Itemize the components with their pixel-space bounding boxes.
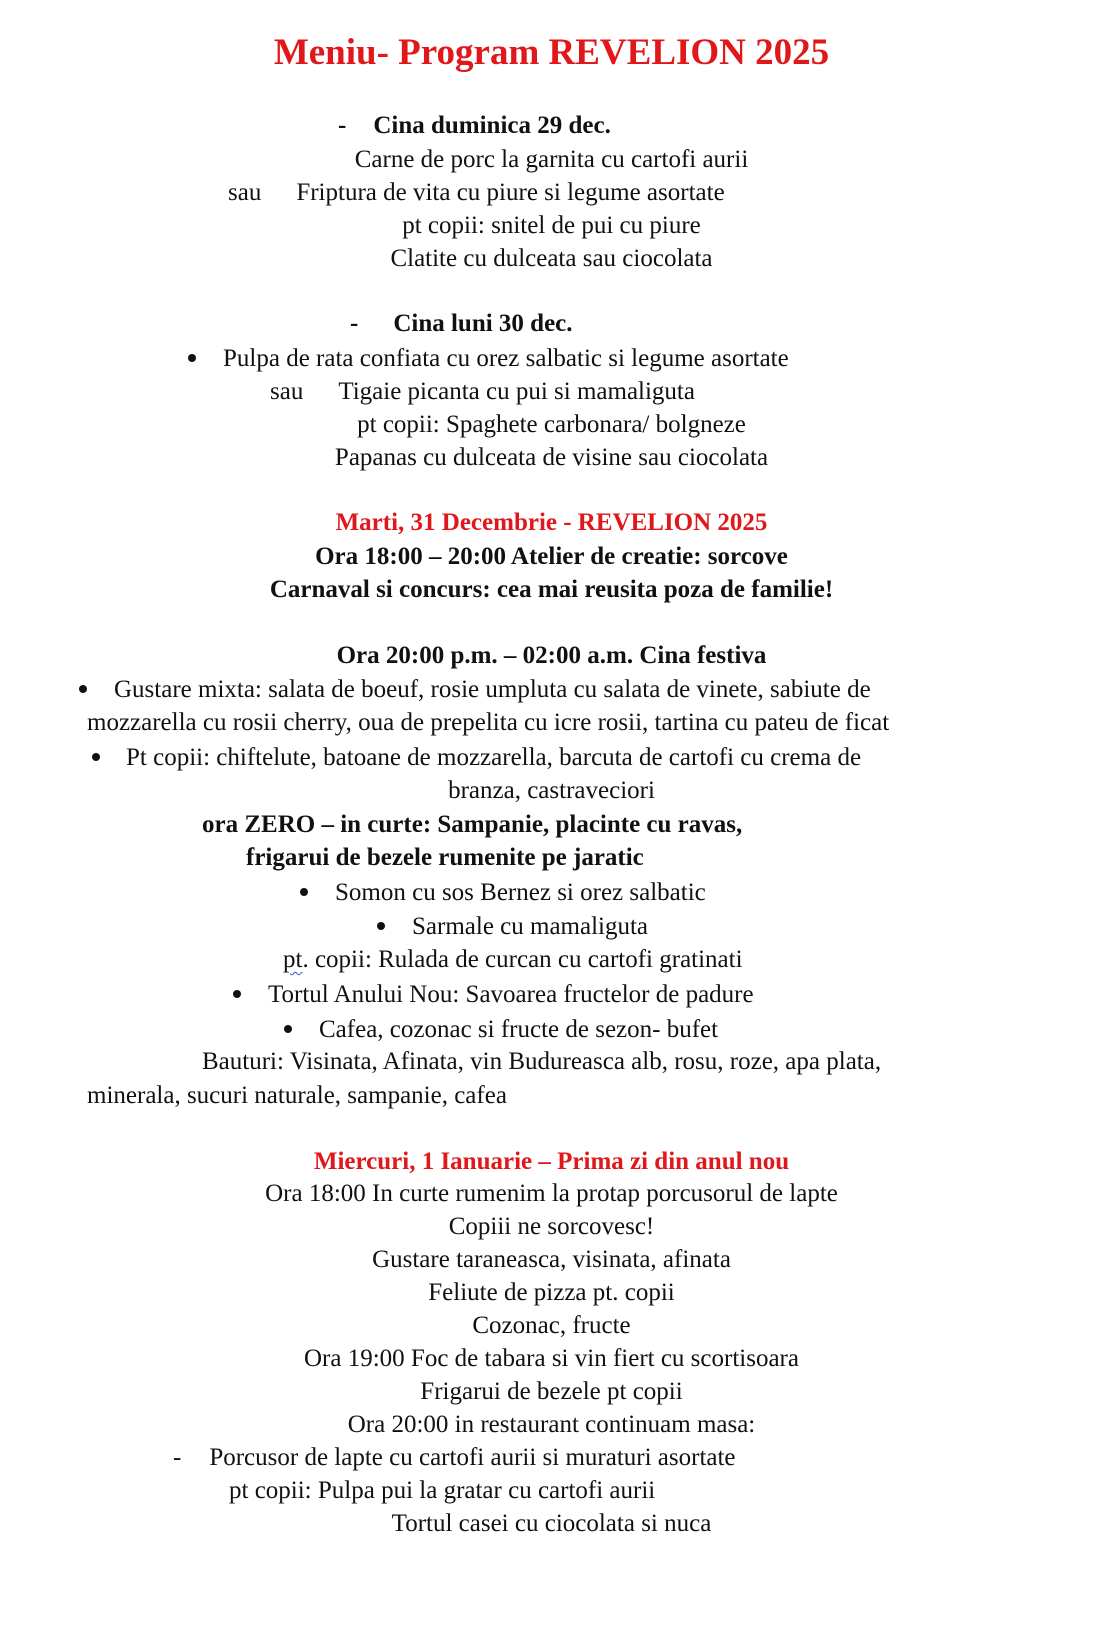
day3-dinner-heading: Ora 20:00 p.m. – 02:00 a.m. Cina festiva [336,642,767,669]
day4-line-5: Cozonac, fructe [472,1312,631,1339]
day3-main-2-row [377,910,648,945]
day2-line-3: pt copii: Spaghete carbonara/ bolgneze [357,411,746,438]
day3-kids-main-rest: . copii: Rulada de curcan cu cartofi gratinati [302,946,743,973]
bullet-icon [92,753,100,761]
day3-kids-line1: Pt copii: chiftelute, batoane de mozzarella, barcuta de cartofi cu crema de [126,744,862,771]
day2-line-1-row [188,342,789,377]
day4-line-4: Feliute de pizza pt. copii [428,1279,675,1306]
page-title: Meniu- Program REVELION 2025 [273,32,830,73]
bullet-icon [377,922,385,930]
day1-alt-word: sau [228,179,262,206]
day4-kids: pt copii: Pulpa pui la gratar cu cartofi aurii [229,1477,656,1504]
day1-line-1: Carne de porc la garnita cu cartofi aurii [354,146,749,173]
day3-main-2: Sarmale cu mamaliguta [412,913,649,940]
day3-program-1: Ora 18:00 – 20:00 Atelier de creatie: sorcove [315,543,788,570]
day4-line-7: Frigarui de bezele pt copii [420,1378,683,1405]
day2-dash-marker: - [350,310,359,337]
day4-line-6: Ora 19:00 Foc de tabara si vin fiert cu scortisoara [304,1345,799,1372]
day3-midnight-line1: ora ZERO – in curte: Sampanie, placinte cu ravas, [202,811,743,838]
day3-drinks-line2: minerala, sucuri naturale, sampanie, cafea [87,1082,507,1109]
day3-dessert-1: Tortul Anului Nou: Savoarea fructelor de padure [268,981,754,1008]
bullet-icon [79,685,87,693]
day1-line-2: Friptura de vita cu piure si legume asortate [296,179,725,206]
day3-appetizer-row [79,673,871,708]
day2-line-2: Tigaie picanta cu pui si mamaliguta [338,378,695,405]
day3-main-1-row [300,876,706,911]
day3-appetizer-line1: Gustare mixta: salata de boeuf, rosie umpluta cu salata de vinete, sabiute de [114,676,871,703]
day2-heading-row [350,307,573,342]
day1-dash-marker: - [338,112,347,139]
day3-kids-line2: branza, castraveciori [448,777,655,804]
day3-heading: Marti, 31 Decembrie - REVELION 2025 [335,509,768,536]
bullet-icon [233,990,241,998]
day3-dessert-2: Cafea, cozonac si fructe de sezon- bufet [319,1016,719,1043]
day4-heading: Miercuri, 1 Ianuarie – Prima zi din anul nou [313,1148,790,1175]
day2-line-1: Pulpa de rata confiata cu orez salbatic si legume asortate [223,345,789,372]
day1-line-4: Clatite cu dulceata sau ciocolata [390,245,713,272]
day2-heading: Cina luni 30 dec. [393,310,573,337]
day1-line-3: pt copii: snitel de pui cu piure [402,212,701,239]
day2-alt-row [270,375,695,410]
day1-alt-row [228,176,725,211]
day3-kids-main-prefix: pt [283,946,303,973]
bullet-icon [284,1025,292,1033]
day3-dessert-1-row [233,978,754,1013]
day4-dessert: Tortul casei cu ciocolata si nuca [391,1510,712,1537]
day4-main-row [173,1441,736,1476]
day2-line-4: Papanas cu dulceata de visine sau ciocolata [334,444,769,471]
day1-heading: Cina duminica 29 dec. [373,112,611,139]
bullet-icon [300,888,308,896]
day3-appetizer-line2: mozzarella cu rosii cherry, oua de prepelita cu icre rosii, tartina cu pateu de ficat [87,709,890,736]
day4-line-2: Copiii ne sorcovesc! [448,1213,655,1240]
bullet-icon [188,354,196,362]
day1-heading-row [338,109,611,144]
day3-main-1: Somon cu sos Bernez si orez salbatic [335,879,706,906]
day4-main-course: Porcusor de lapte cu cartofi aurii si muraturi asortate [209,1444,736,1471]
day4-line-1: Ora 18:00 In curte rumenim la protap porcusorul de lapte [265,1180,838,1207]
day4-dash-marker: - [173,1444,182,1471]
day3-kids-row [92,741,861,776]
day3-drinks-line1: Bauturi: Visinata, Afinata, vin Budureasca alb, rosu, roze, apa plata, [202,1048,882,1075]
day4-line-3: Gustare taraneasca, visinata, afinata [372,1246,731,1273]
day4-line-8: Ora 20:00 in restaurant continuam masa: [347,1411,756,1438]
day3-program-2: Carnaval si concurs: cea mai reusita poza de familie! [269,576,834,603]
day3-midnight-line2: frigarui de bezele rumenite pe jaratic [246,844,644,871]
day3-kids-main-row [283,943,743,978]
day3-dessert-2-row [284,1013,718,1048]
day2-alt-word: sau [270,378,304,405]
